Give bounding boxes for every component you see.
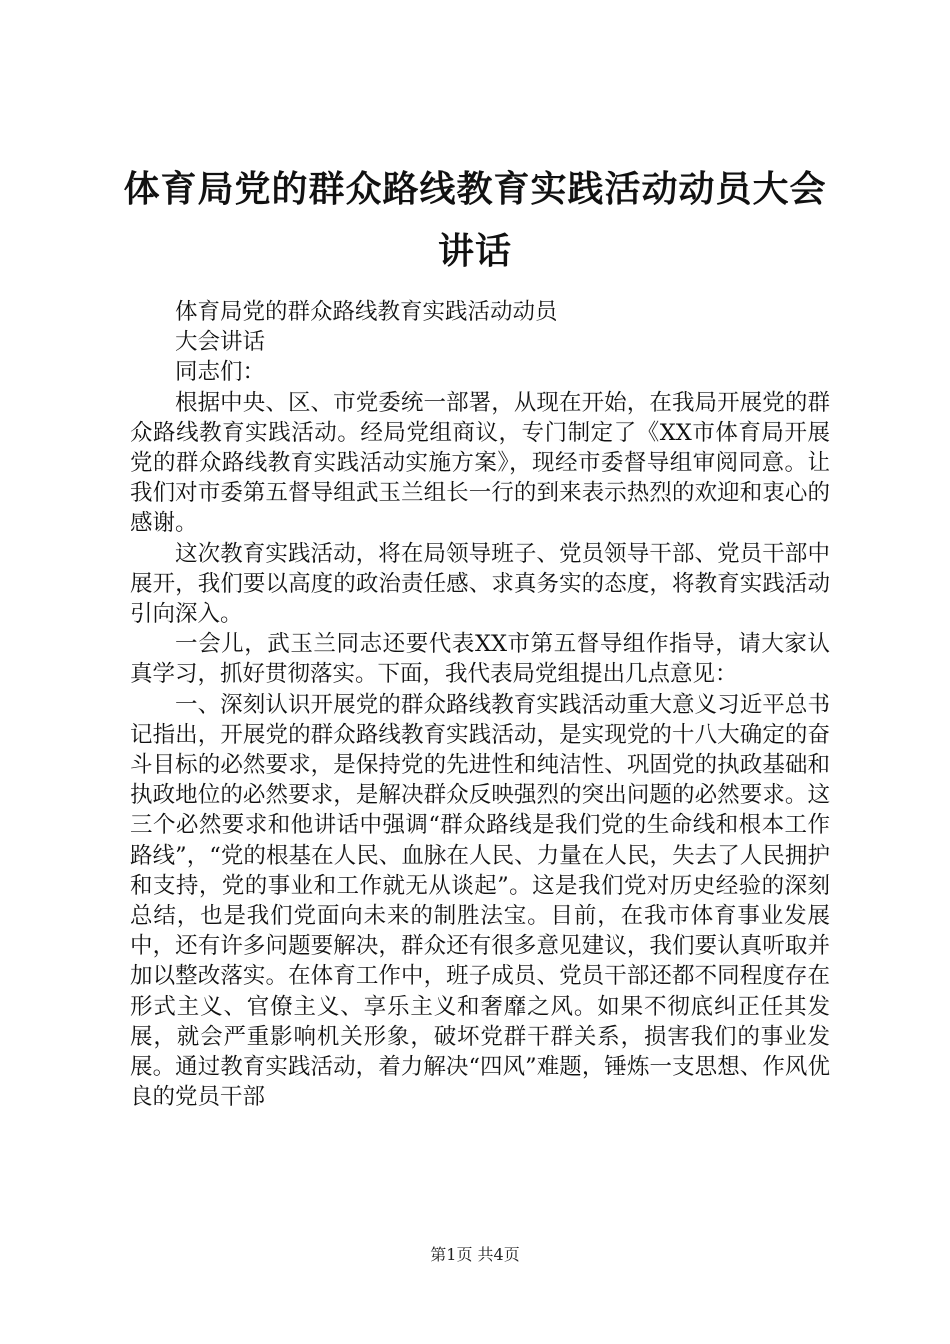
paragraph-4: 一、深刻认识开展党的群众路线教育实践活动重大意义习近平总书记指出，开展党的群众路线教育实践活动，是实现党的十八大确定的奋斗目标的必然要求，是保持党的先进性和纯洁性、巩固党的执政基础和执政地位的必然要求，是解决群众反映强烈的突出问题的必然要求。这三个必然要求和他讲话中强调“群众路线是我们党的生命线和根本工作路线”，“党的根基在人民、血脉在人民、力量在人民，失去了人民拥护和支持，党的事业和工作就无从谈起”。这是我们党对历史经验的深刻总结，也是我们党面向未来的制胜法宝。目前，在我市体育事业发展中，还有许多问题要解决，群众还有很多意见建议，我们要认真听取并加以整改落实。在体育工作中，班子成员、党员干部还都不同程度存在形式主义、官僚主义、享乐主义和奢靡之风。如果不彻底纠正任其发展，就会严重影响机关形象，破坏党群干群关系，损害我们的事业发展。通过教育实践活动，着力解决“四风”难题，锤炼一支思想、作风优良的党员干部: [130, 691, 830, 1111]
subtitle-line-2: 大会讲话: [175, 329, 266, 356]
salutation: 同志们：: [175, 359, 266, 386]
page-footer: 第1页 共4页: [430, 1245, 520, 1264]
paragraph-3: 一会儿，武玉兰同志还要代表XX市第五督导组作指导，请大家认真学习，抓好贯彻落实。下面，我代表局党组提出几点意见：: [130, 631, 830, 688]
document-body: [130, 297, 830, 1112]
paragraph-1: 根据中央、区、市党委统一部署，从现在开始，在我局开展党的群众路线教育实践活动。经局党组商议，专门制定了《XX市体育局开展党的群众路线教育实践活动实施方案》，现经市委督导组审阅同意。让我们对市委第五督导组武玉兰组长一行的到来表示热烈的欢迎和衷心的感谢。: [130, 389, 830, 537]
paragraph-2: 这次教育实践活动，将在局领导班子、党员领导干部、党员干部中展开，我们要以高度的政治责任感、求真务实的态度，将教育实践活动引向深入。: [130, 540, 830, 628]
subtitle-line-1: 体育局党的群众路线教育实践活动动员: [175, 299, 558, 325]
document-title: 体育局党的群众路线教育实践活动动员大会讲话: [123, 168, 827, 272]
